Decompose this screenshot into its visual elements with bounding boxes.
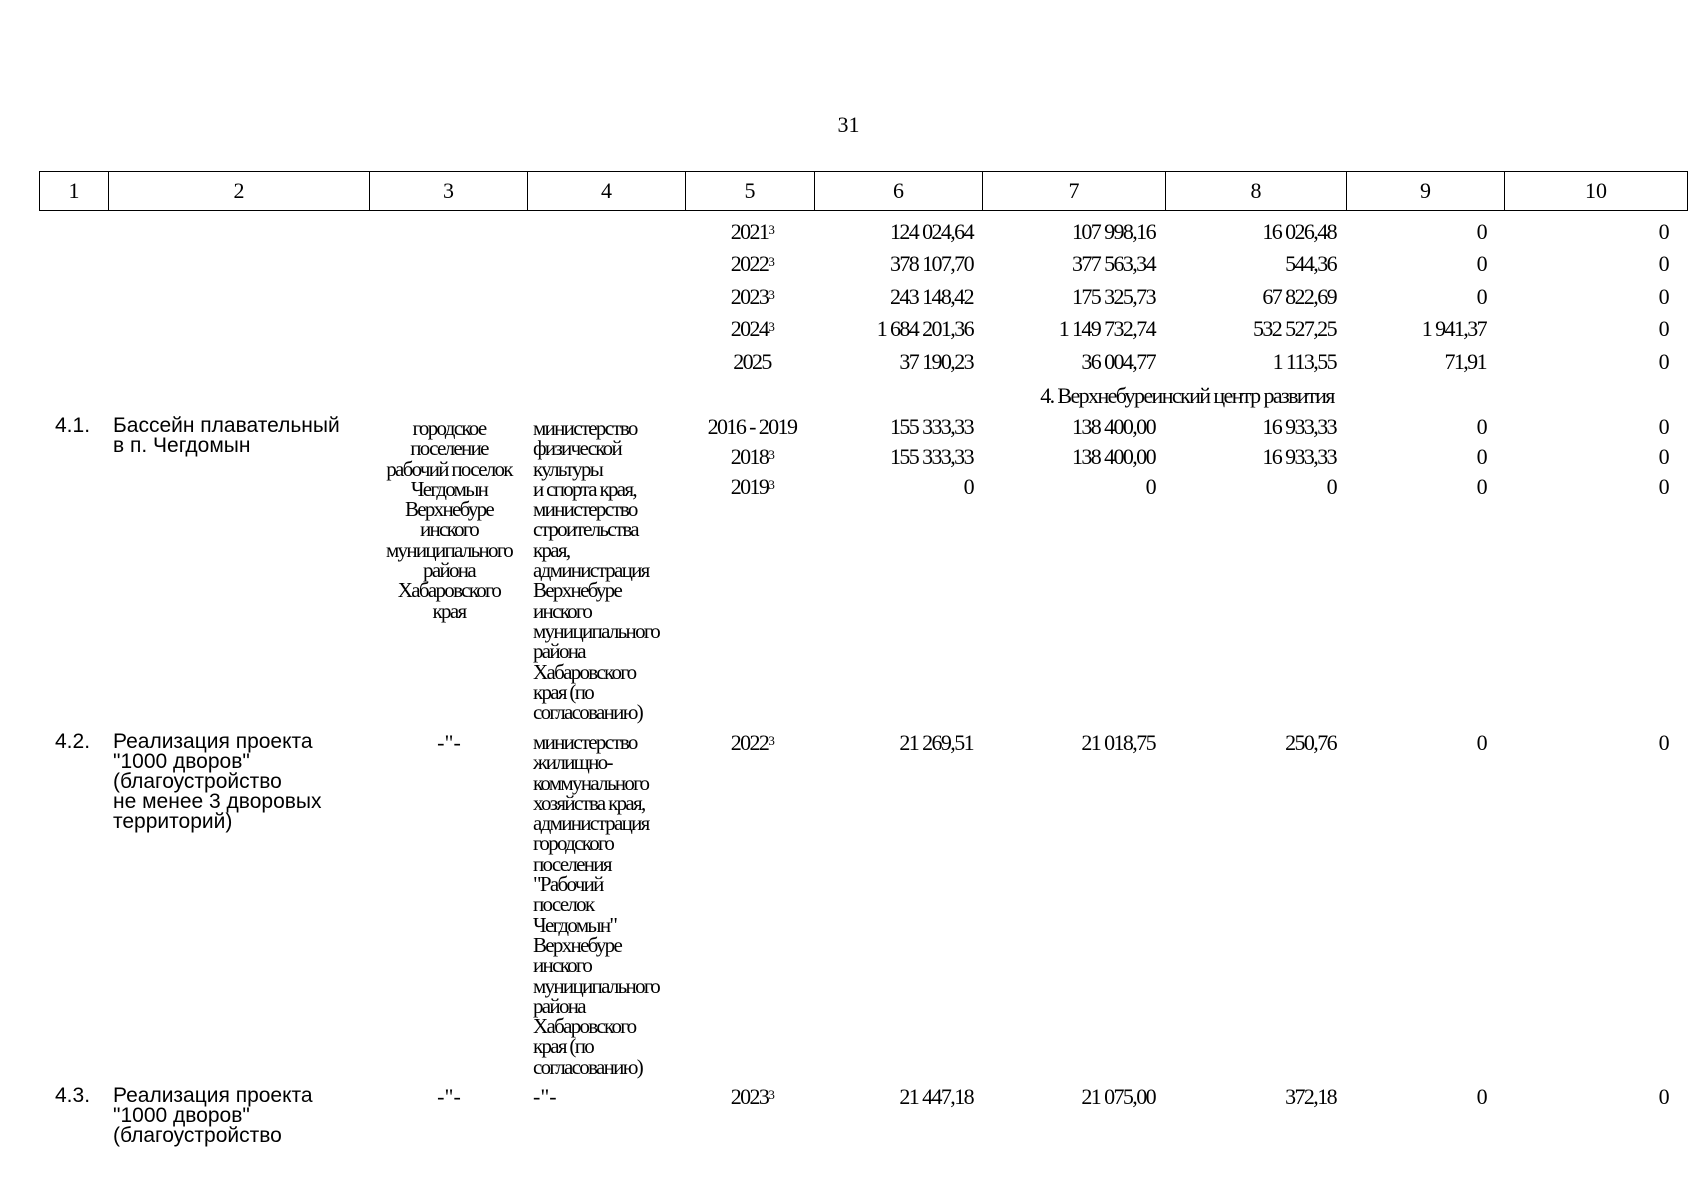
text-line: муниципального bbox=[533, 973, 660, 998]
value-col9: 0 bbox=[1476, 730, 1486, 755]
item-name-line: Реализация проекта bbox=[113, 1084, 313, 1107]
value-col6: 21 269,51 bbox=[899, 730, 973, 755]
text-line: инского bbox=[533, 598, 592, 623]
text-line: Верхнебуре bbox=[533, 932, 622, 957]
year-cell: 2023$^3$ bbox=[730, 284, 774, 309]
item-name-line: Реализация проекта bbox=[113, 730, 313, 753]
text-line: поселения bbox=[533, 851, 611, 876]
item-name-line: Бассейн плавательный bbox=[113, 414, 340, 437]
col-header-1: 1 bbox=[40, 172, 109, 211]
text-line: строительства bbox=[533, 517, 638, 542]
item-name-line: в п. Чегдомын bbox=[113, 434, 251, 457]
item-name-line: "1000 дворов" bbox=[113, 1104, 250, 1127]
value-col6: 1 684 201,36 bbox=[876, 316, 973, 341]
value-col9: 0 bbox=[1476, 1084, 1486, 1109]
col-header-10: 10 bbox=[1505, 172, 1688, 211]
value-col8: 16 933,33 bbox=[1262, 444, 1336, 469]
column-header-row bbox=[39, 171, 1688, 211]
text-line: края bbox=[432, 598, 466, 623]
text-line: района bbox=[533, 639, 585, 664]
text-line: хозяйства края, bbox=[533, 790, 645, 815]
col-header-3: 3 bbox=[370, 172, 528, 211]
value-col8: 372,18 bbox=[1285, 1084, 1336, 1109]
text-line: Хабаровского bbox=[533, 1014, 636, 1039]
col-header-7: 7 bbox=[983, 172, 1166, 211]
text-line: городское bbox=[412, 416, 486, 440]
value-col6: 243 148,42 bbox=[889, 284, 973, 309]
value-col7: 36 004,77 bbox=[1081, 349, 1155, 374]
value-col7: 107 998,16 bbox=[1071, 219, 1155, 244]
text-line: муниципального bbox=[385, 537, 513, 562]
value-col8: 16 933,33 bbox=[1262, 414, 1336, 439]
year-cell: 2021$^3$ bbox=[730, 219, 774, 244]
text-line: министерство bbox=[533, 497, 637, 522]
value-col7: 21 075,00 bbox=[1081, 1084, 1155, 1109]
text-line: поселок bbox=[533, 892, 594, 917]
value-col10: 0 bbox=[1658, 349, 1668, 374]
value-col6: 0 bbox=[963, 474, 973, 499]
value-col7: 138 400,00 bbox=[1071, 444, 1155, 469]
value-col10: 0 bbox=[1658, 219, 1668, 244]
text-line: Чегдомын" bbox=[533, 912, 617, 937]
item-number: 4.2. bbox=[55, 730, 91, 753]
value-col7: 21 018,75 bbox=[1081, 730, 1155, 755]
value-col10: 0 bbox=[1658, 730, 1668, 755]
year-cell: 2023$^3$ bbox=[730, 1084, 774, 1109]
value-col10: 0 bbox=[1658, 251, 1668, 276]
value-col6: 155 333,33 bbox=[889, 444, 973, 469]
value-col10: 0 bbox=[1658, 474, 1668, 499]
value-col9: 0 bbox=[1476, 414, 1486, 439]
executor-col3: -"- bbox=[437, 730, 461, 755]
year-cell: 2025 bbox=[733, 349, 771, 374]
year-cell: 2022$^3$ bbox=[730, 251, 774, 276]
value-col6: 155 333,33 bbox=[889, 414, 973, 439]
col-header-2: 2 bbox=[109, 172, 370, 211]
text-line: администрация bbox=[533, 558, 649, 583]
year-cell: 2016 - 2019 bbox=[707, 414, 797, 439]
page-number: 31 bbox=[837, 112, 860, 137]
col-header-5: 5 bbox=[686, 172, 815, 211]
text-line: и спорта края, bbox=[533, 476, 636, 501]
value-col7: 377 563,34 bbox=[1071, 251, 1155, 276]
item-name-line: территорий) bbox=[113, 810, 233, 833]
value-col8: 544,36 bbox=[1285, 251, 1336, 276]
text-line: края (по bbox=[533, 679, 594, 704]
year-cell: 2019$^3$ bbox=[730, 474, 774, 499]
value-col10: 0 bbox=[1658, 414, 1668, 439]
text-line: физической bbox=[533, 436, 621, 461]
text-line: "Рабочий bbox=[533, 872, 603, 897]
text-line: Верхнебуре bbox=[533, 578, 622, 603]
item-name bbox=[113, 732, 322, 832]
text-line: коммунального bbox=[533, 770, 649, 795]
text-line: министерство bbox=[533, 730, 637, 754]
text-line: Хабаровского bbox=[533, 659, 636, 684]
value-col8: 0 bbox=[1326, 474, 1336, 499]
text-line: рабочий поселок bbox=[386, 456, 512, 481]
value-col7: 138 400,00 bbox=[1071, 414, 1155, 439]
value-col9: 0 bbox=[1476, 219, 1486, 244]
col-header-8: 8 bbox=[1166, 172, 1347, 211]
item-name-line: "1000 дворов" bbox=[113, 750, 250, 773]
text-line: Хабаровского bbox=[397, 578, 501, 603]
text-line: жилищно- bbox=[533, 750, 612, 775]
text-line: района bbox=[423, 558, 475, 583]
value-col9: 1 941,37 bbox=[1421, 316, 1486, 341]
value-col10: 0 bbox=[1658, 444, 1668, 469]
value-col8: 250,76 bbox=[1285, 730, 1336, 755]
value-col6: 21 447,18 bbox=[899, 1084, 973, 1109]
value-col8: 67 822,69 bbox=[1262, 284, 1336, 309]
value-col9: 0 bbox=[1476, 474, 1486, 499]
item-name-line: не менее 3 дворовых bbox=[113, 790, 322, 813]
year-cell: 2022$^3$ bbox=[730, 730, 774, 755]
text-line: инского bbox=[419, 517, 479, 542]
item-name bbox=[113, 1086, 313, 1146]
value-col9: 0 bbox=[1476, 284, 1486, 309]
value-col6: 124 024,64 bbox=[889, 219, 973, 244]
executor-col4 bbox=[533, 732, 659, 1077]
value-col10: 0 bbox=[1658, 316, 1668, 341]
executor-col4: -"- bbox=[533, 1084, 557, 1109]
value-col9: 0 bbox=[1476, 251, 1486, 276]
item-name bbox=[113, 416, 340, 456]
text-line: Верхнебуре bbox=[404, 497, 494, 522]
text-line: согласованию) bbox=[533, 700, 643, 725]
text-line: Чегдомын bbox=[410, 476, 488, 501]
text-line: администрация bbox=[533, 811, 649, 836]
value-col7: 175 325,73 bbox=[1071, 284, 1155, 309]
item-name-line: (благоустройство bbox=[113, 770, 282, 793]
value-col10: 0 bbox=[1658, 1084, 1668, 1109]
value-col7: 0 bbox=[1145, 474, 1155, 499]
text-line: городского bbox=[533, 831, 614, 856]
text-line: инского bbox=[533, 953, 592, 978]
section-title: 4. Верхнебуреинский центр развития bbox=[1040, 383, 1334, 408]
value-col9: 0 bbox=[1476, 444, 1486, 469]
col-header-9: 9 bbox=[1347, 172, 1505, 211]
value-col7: 1 149 732,74 bbox=[1058, 316, 1155, 341]
executor-col4 bbox=[533, 416, 660, 725]
item-name-line: (благоустройство bbox=[113, 1124, 282, 1147]
year-cell: 2018$^3$ bbox=[730, 444, 774, 469]
executor-col3: -"- bbox=[437, 1084, 461, 1109]
col-header-6: 6 bbox=[815, 172, 983, 211]
value-col6: 37 190,23 bbox=[899, 349, 973, 374]
executor-col3 bbox=[370, 418, 528, 621]
text-line: министерство bbox=[533, 416, 637, 440]
value-col10: 0 bbox=[1658, 284, 1668, 309]
text-line: культуры bbox=[533, 456, 603, 481]
col-header-4: 4 bbox=[528, 172, 686, 211]
text-line: края (по bbox=[533, 1034, 594, 1059]
text-line: муниципального bbox=[533, 618, 660, 643]
value-col8: 1 113,55 bbox=[1272, 349, 1336, 374]
text-line: согласованию) bbox=[533, 1054, 643, 1079]
text-line: края, bbox=[533, 537, 570, 562]
text-line: поселение bbox=[410, 436, 488, 461]
text-line: района bbox=[533, 993, 585, 1018]
year-cell: 2024$^3$ bbox=[730, 316, 774, 341]
value-col8: 532 527,25 bbox=[1252, 316, 1336, 341]
value-col9: 71,91 bbox=[1444, 349, 1486, 374]
value-col6: 378 107,70 bbox=[889, 251, 973, 276]
value-col8: 16 026,48 bbox=[1262, 219, 1336, 244]
item-number: 4.3. bbox=[55, 1084, 91, 1107]
item-number: 4.1. bbox=[55, 414, 91, 437]
